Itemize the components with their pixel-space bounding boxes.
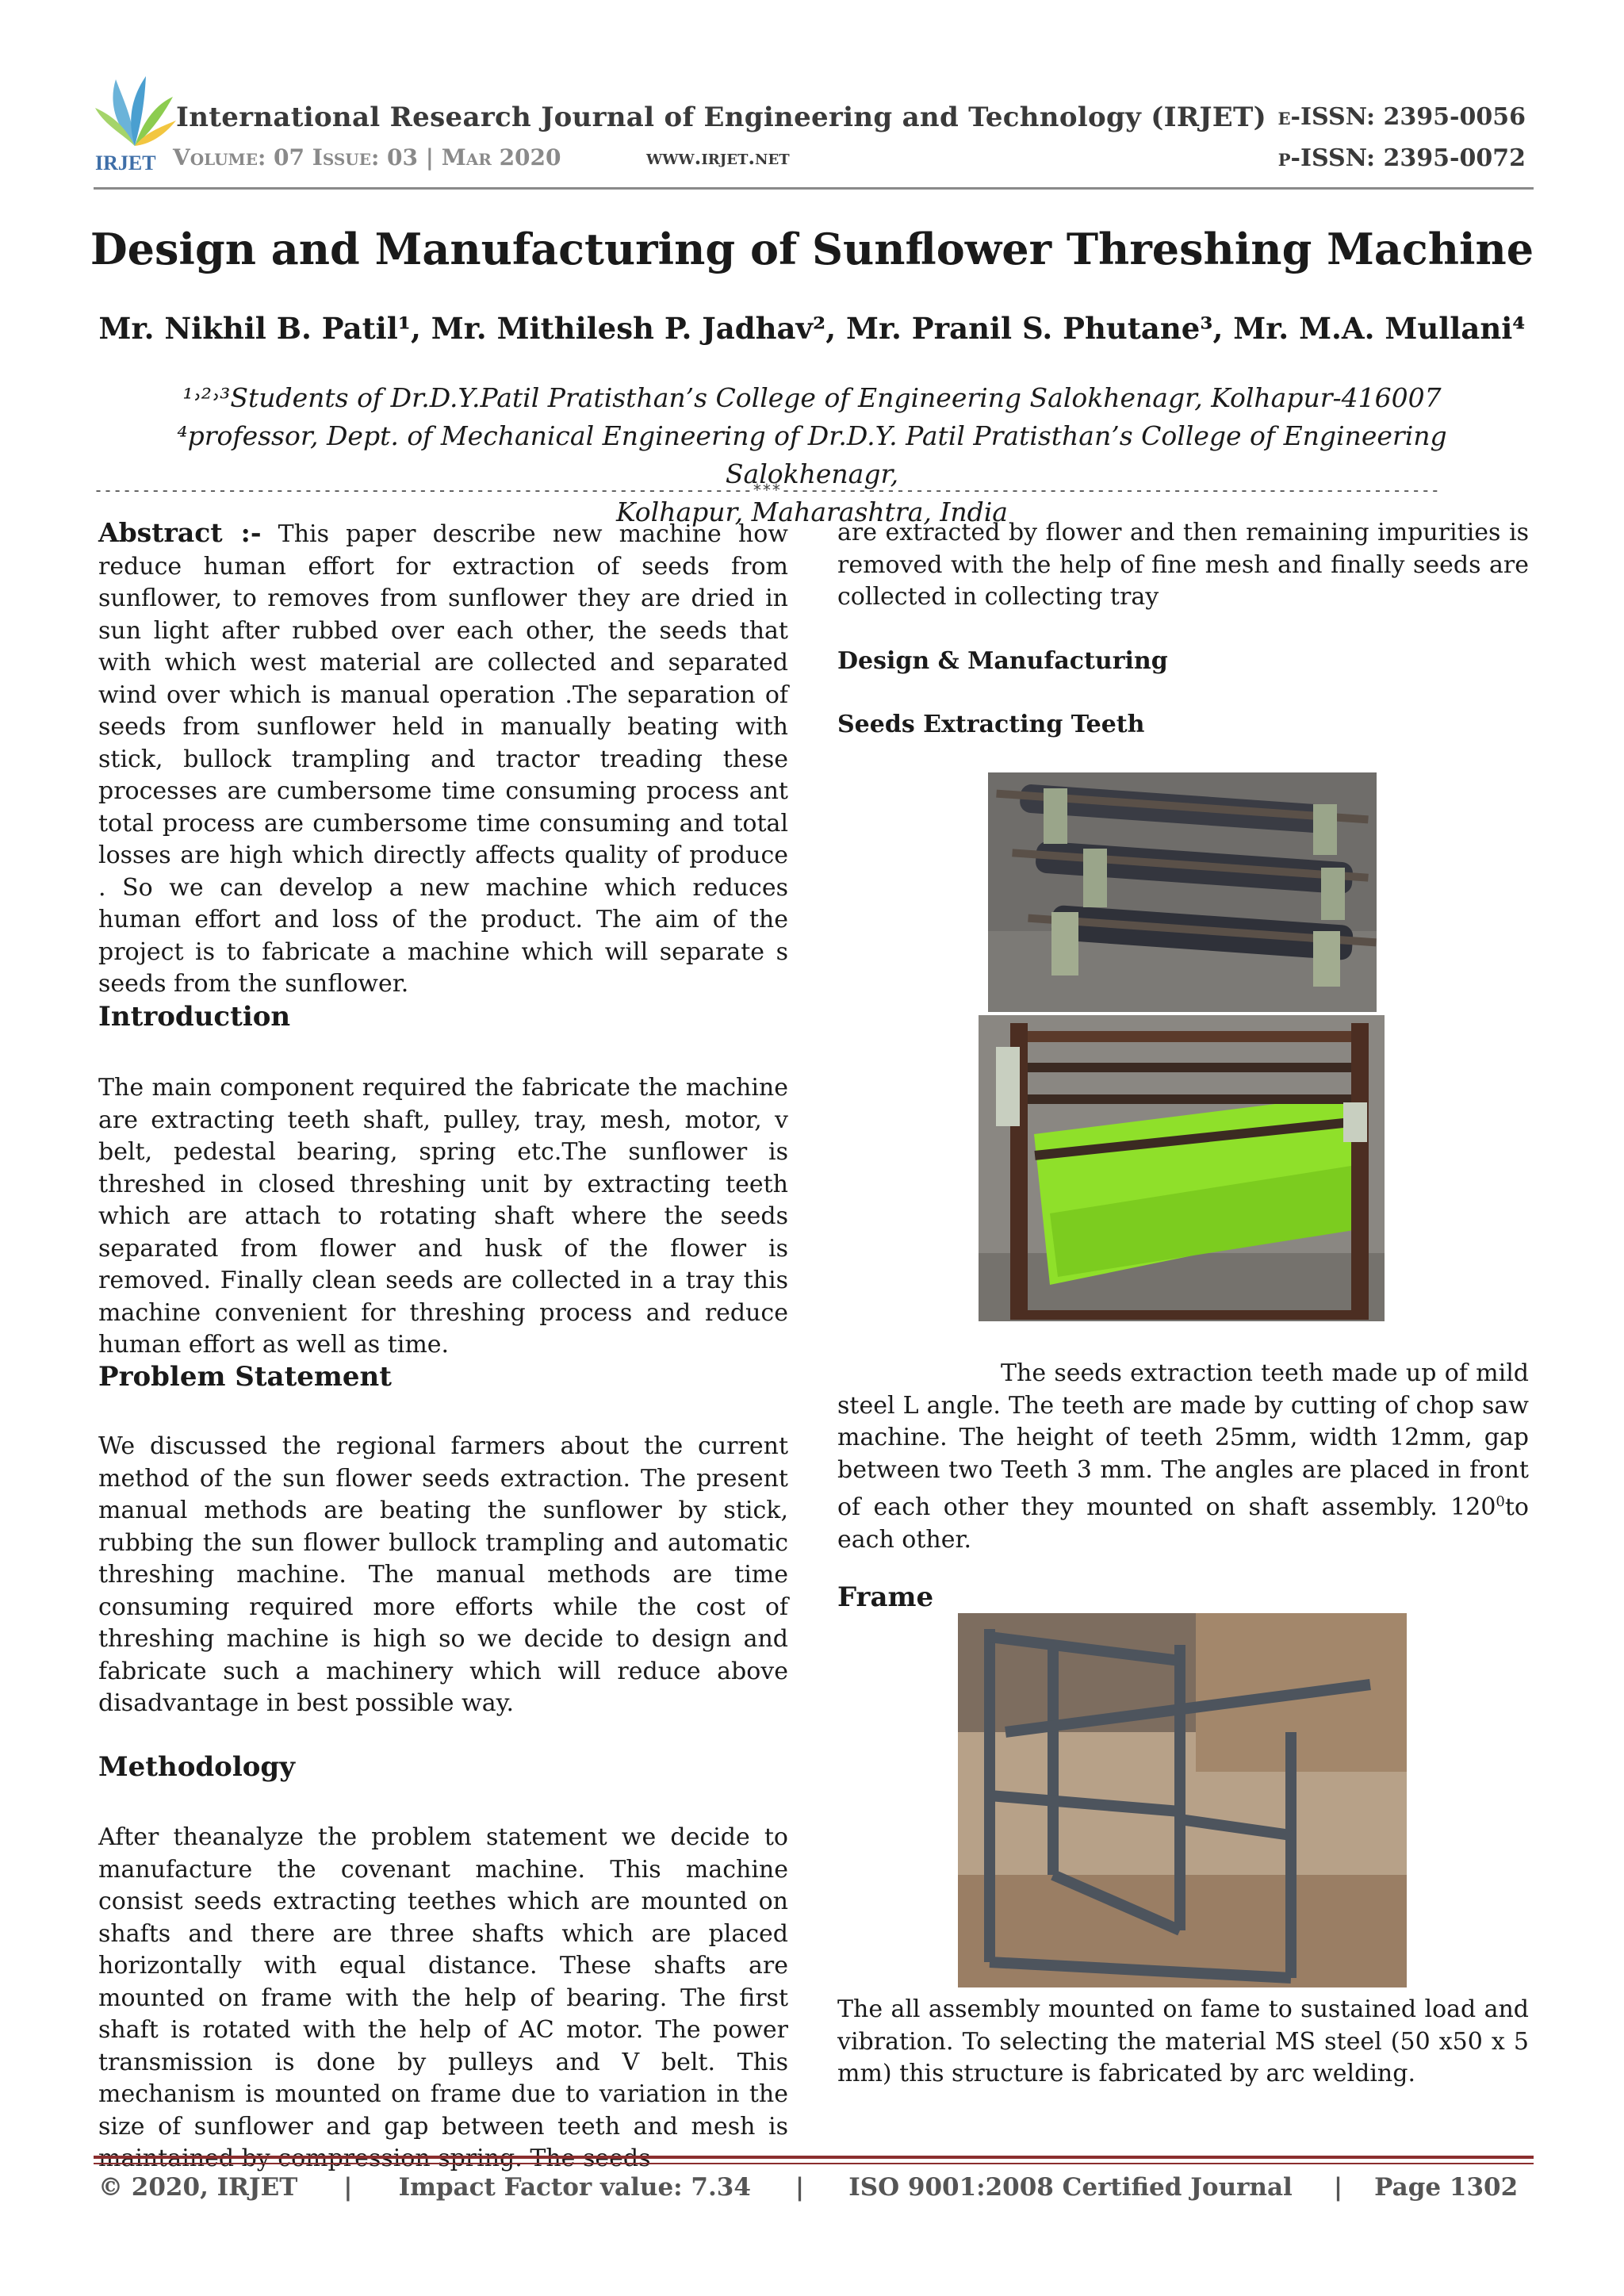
logo-text: IRJET bbox=[95, 151, 156, 174]
affiliation-line: ⁴professor, Dept. of Mechanical Engineering of Dr.D.Y. Patil Pratisthan’s College of Engineering Salokhenagr, bbox=[177, 420, 1447, 489]
journal-website-link[interactable]: www.irjet.net bbox=[646, 146, 790, 169]
footer-separator: | bbox=[343, 2173, 353, 2202]
frame-heading: Frame bbox=[837, 1581, 934, 1613]
irjet-logo bbox=[94, 73, 176, 176]
continued-text: are extracted by flower and then remaining impurities is removed with the help of fine mesh and finally seeds are collected in collecting tray bbox=[837, 519, 1529, 611]
teeth-text-tail: to each other. bbox=[837, 1493, 1529, 1554]
abstract-label: Abstract :- bbox=[98, 517, 262, 548]
section-separator: ---------------------------------------------------------------------***--------------------------------------------------------------------- bbox=[94, 481, 1440, 500]
teeth-text: The seeds extraction teeth made up of mild steel L angle. The teeth are made by cutting of chop saw machine. The height of teeth 25mm, width 12mm, gap between two Teeth 3 mm. The angles are placed in front of each other they mounted on shaft assembly. 120 bbox=[837, 1359, 1529, 1521]
methodology-heading: Methodology bbox=[98, 1751, 295, 1783]
footer-separator: | bbox=[795, 2173, 805, 2202]
footer-divider bbox=[94, 2163, 1534, 2164]
teeth-description bbox=[837, 1358, 1529, 1556]
affiliations bbox=[111, 379, 1513, 531]
introduction-text: The main component required the fabricate the machine are extracting teeth shaft, pulley, tray, mesh, motor, v belt, pedestal bearing, spring etc.The sunflower is threshed in closed threshing unit by extracting teeth which are attach to rotating shaft where the seeds separated from flower and husk of the flower is removed. Finally clean seeds are collected in a tray this machine convenient for threshing process and reduce human effort as well as time. bbox=[98, 1074, 788, 1359]
footer-impact-factor: Impact Factor value: 7.34 bbox=[398, 2173, 751, 2202]
footer-iso: ISO 9001:2008 Certified Journal bbox=[848, 2173, 1293, 2202]
logo-leaves-icon bbox=[95, 76, 176, 146]
frame-description: The all assembly mounted on fame to sustained load and vibration. To selecting the material MS steel (50 x50 x 5 mm) this structure is fabricated by arc welding. bbox=[837, 1995, 1529, 2087]
header-divider bbox=[94, 187, 1534, 190]
paper-title: Design and Manufacturing of Sunflower Threshing Machine bbox=[90, 224, 1534, 274]
frame-photo bbox=[958, 1613, 1407, 1987]
affiliation-line: Kolhapur, Maharashtra, India bbox=[616, 496, 1008, 527]
problem-statement-heading: Problem Statement bbox=[98, 1361, 392, 1393]
design-manufacturing-heading: Design & Manufacturing bbox=[837, 647, 1168, 675]
footer-copyright: © 2020, IRJET bbox=[98, 2173, 298, 2202]
abstract-text: This paper describe new machine how reduce human effort for extraction of seeds from sunflower, to removes from sunflower they are dried in sun light after rubbed over each other, the seeds that with which west material are collected and separated wind over which is manual operation .The separation of seeds from sunflower held in manually beating with stick, bullock trampling and tractor treading these processes are cumbersome time consuming process ant total process are cumbersome time consuming and total losses are high which directly affects quality of produce . So we can develop a new machine which reduces human effort and loss of the product. The aim of the project is to fabricate a machine which will separate s seeds from the sunflower. bbox=[98, 520, 788, 998]
footer-page-number: Page 1302 bbox=[1374, 2173, 1519, 2202]
journal-name: International Research Journal of Engineering and Technology (IRJET) bbox=[176, 102, 1267, 133]
volume-issue: Volume: 07 Issue: 03 | Mar 2020 bbox=[173, 144, 561, 171]
paper-authors: Mr. Nikhil B. Patil¹, Mr. Mithilesh P. Jadhav², Mr. Pranil S. Phutane³, Mr. M.A. Mullani⁴ bbox=[98, 311, 1526, 346]
problem-statement-text: We discussed the regional farmers about the current method of the sun flower seeds extraction. The present manual methods are beating the sunflower by stick, rubbing the sun flower bullock trampling and automatic threshing machine. The manual methods are time consuming required more efforts while the cost of threshing machine is high so we decide to design and fabricate such a machinery which will reduce above disadvantage in best possible way. bbox=[98, 1432, 788, 1717]
e-issn: e-ISSN: 2395-0056 bbox=[1277, 103, 1526, 131]
shafts-photo bbox=[988, 772, 1377, 1012]
methodology-text: After theanalyze the problem statement we decide to manufacture the covenant machine. This machine consist seeds extracting teethes which are mounted on shafts and there are three shafts which are placed horizontally with equal distance. These shafts are mounted on frame with the help of bearing. The first shaft is rotated with the help of AC motor. The power transmission is done by pulleys and V belt. This mechanism is mounted on frame due to variation in the size of sunflower and gap between teeth and mesh is bbox=[98, 1823, 788, 2141]
footer-divider bbox=[94, 2156, 1534, 2159]
introduction-heading: Introduction bbox=[98, 1001, 291, 1033]
footer bbox=[98, 2173, 1518, 2202]
footer-separator: | bbox=[1333, 2173, 1343, 2202]
p-issn: p-ISSN: 2395-0072 bbox=[1277, 144, 1526, 172]
affiliation-line: ¹˒²˒³Students of Dr.D.Y.Patil Pratisthan’s College of Engineering Salokhenagr, Kolhapur-416007 bbox=[182, 382, 1442, 413]
degree-superscript: 0 bbox=[1496, 1493, 1505, 1510]
seeds-teeth-heading: Seeds Extracting Teeth bbox=[837, 711, 1145, 738]
teeth-assembly-photo bbox=[979, 1015, 1385, 1321]
abstract-block bbox=[98, 517, 788, 1001]
